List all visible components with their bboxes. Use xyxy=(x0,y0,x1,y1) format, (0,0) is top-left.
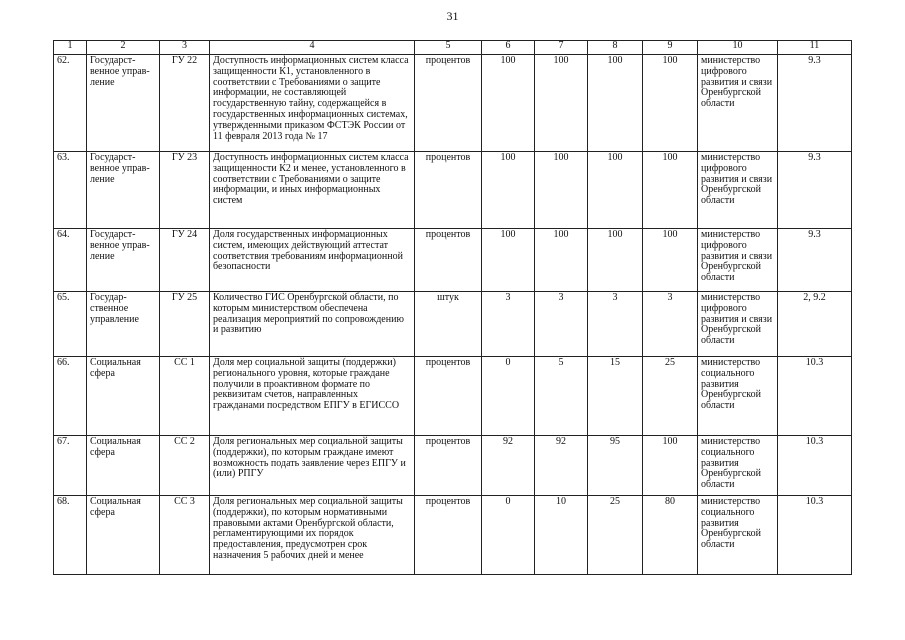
code-cell: СС 2 xyxy=(160,436,210,496)
indicator-cell: Доля региональных мер социальной защиты (поддержки), по которым нормативными правовыми актами Оренбургской области, регламентирующими их порядок предоставления, предусмотрен срок назначения 5 рабочих дней и менее xyxy=(210,496,415,575)
header-cell: 6 xyxy=(482,41,535,55)
row-number-cell: 66. xyxy=(54,357,87,436)
code-cell: СС 1 xyxy=(160,357,210,436)
reference-cell: 9.3 xyxy=(778,152,852,229)
code-cell: ГУ 23 xyxy=(160,152,210,229)
value-2030-cell: 100 xyxy=(643,229,698,292)
value-2022-cell: 100 xyxy=(482,152,535,229)
value-2023-cell: 100 xyxy=(535,55,588,152)
table-row xyxy=(54,436,852,496)
row-number-cell: 63. xyxy=(54,152,87,229)
sphere-cell: Государ- ственное управление xyxy=(87,292,160,357)
header-row xyxy=(54,41,852,55)
header-cell: 7 xyxy=(535,41,588,55)
code-cell: СС 3 xyxy=(160,496,210,575)
ministry-cell: министерство цифрового развития и связи Оренбургской области xyxy=(698,292,778,357)
value-2022-cell: 100 xyxy=(482,55,535,152)
ministry-cell: министерство цифрового развития и связи Оренбургской области xyxy=(698,55,778,152)
indicators-table xyxy=(53,40,852,575)
indicator-cell: Доступность информационных систем класса защищенности К1, установленного в соответствии с Требованиями о защите информации, не составляющей государственную тайну, содержащейся в государственных информационных системах, утвержденными приказом ФСТЭК России от 11 февраля 2013 года № 17 xyxy=(210,55,415,152)
table-row xyxy=(54,229,852,292)
value-2030-cell: 100 xyxy=(643,55,698,152)
header-cell: 8 xyxy=(588,41,643,55)
ministry-cell: министерство цифрового развития и связи Оренбургской области xyxy=(698,152,778,229)
header-cell: 11 xyxy=(778,41,852,55)
table-row xyxy=(54,496,852,575)
sphere-cell: Государст- венное управ- ление xyxy=(87,152,160,229)
ministry-cell: министерство цифрового развития и связи Оренбургской области xyxy=(698,229,778,292)
reference-cell: 9.3 xyxy=(778,55,852,152)
unit-cell: процентов xyxy=(415,436,482,496)
value-2023-cell: 92 xyxy=(535,436,588,496)
value-2024-cell: 15 xyxy=(588,357,643,436)
sphere-cell: Государст- венное управ- ление xyxy=(87,55,160,152)
value-2030-cell: 25 xyxy=(643,357,698,436)
reference-cell: 9.3 xyxy=(778,229,852,292)
value-2024-cell: 3 xyxy=(588,292,643,357)
ministry-cell: министерство социального развития Оренбургской области xyxy=(698,496,778,575)
row-number-cell: 64. xyxy=(54,229,87,292)
value-2022-cell: 100 xyxy=(482,229,535,292)
indicator-cell: Доля мер социальной защиты (поддержки) регионального уровня, которые граждане получили в проактивном формате по реквизитам счетов, направленных гражданами посредством ЕПГУ в ЕГИССО xyxy=(210,357,415,436)
value-2030-cell: 80 xyxy=(643,496,698,575)
value-2030-cell: 3 xyxy=(643,292,698,357)
value-2023-cell: 100 xyxy=(535,152,588,229)
row-number-cell: 67. xyxy=(54,436,87,496)
header-cell: 9 xyxy=(643,41,698,55)
row-number-cell: 68. xyxy=(54,496,87,575)
ministry-cell: министерство социального развития Оренбургской области xyxy=(698,436,778,496)
indicator-cell: Доля государственных информационных систем, имеющих действующий аттестат соответствия требованиям информационной безопасности xyxy=(210,229,415,292)
reference-cell: 2, 9.2 xyxy=(778,292,852,357)
unit-cell: процентов xyxy=(415,152,482,229)
unit-cell: процентов xyxy=(415,55,482,152)
unit-cell: процентов xyxy=(415,229,482,292)
table-row xyxy=(54,292,852,357)
value-2030-cell: 100 xyxy=(643,436,698,496)
value-2022-cell: 0 xyxy=(482,357,535,436)
value-2022-cell: 3 xyxy=(482,292,535,357)
indicator-cell: Количество ГИС Оренбургской области, по которым министерством обеспечена реализация мероприятий по сопровождению и развитию xyxy=(210,292,415,357)
value-2024-cell: 25 xyxy=(588,496,643,575)
header-cell: 3 xyxy=(160,41,210,55)
unit-cell: процентов xyxy=(415,357,482,436)
sphere-cell: Социальная сфера xyxy=(87,436,160,496)
value-2024-cell: 100 xyxy=(588,229,643,292)
value-2024-cell: 100 xyxy=(588,55,643,152)
value-2022-cell: 0 xyxy=(482,496,535,575)
code-cell: ГУ 24 xyxy=(160,229,210,292)
indicator-cell: Доступность информационных систем класса защищенности К2 и менее, установленного в соответствии с Требованиями о защите информации, и иных информационных систем xyxy=(210,152,415,229)
indicator-cell: Доля региональных мер социальной защиты (поддержки), по которым граждане имеют возможность подать заявление через ЕПГУ и (или) РПГУ xyxy=(210,436,415,496)
value-2023-cell: 3 xyxy=(535,292,588,357)
page-number: 31 xyxy=(446,9,459,23)
ministry-cell: министерство социального развития Оренбургской области xyxy=(698,357,778,436)
reference-cell: 10.3 xyxy=(778,357,852,436)
table-row xyxy=(54,55,852,152)
sphere-cell: Социальная сфера xyxy=(87,496,160,575)
code-cell: ГУ 25 xyxy=(160,292,210,357)
unit-cell: штук xyxy=(415,292,482,357)
value-2023-cell: 5 xyxy=(535,357,588,436)
table-row xyxy=(54,152,852,229)
value-2024-cell: 100 xyxy=(588,152,643,229)
code-cell: ГУ 22 xyxy=(160,55,210,152)
unit-cell: процентов xyxy=(415,496,482,575)
sphere-cell: Государст- венное управ- ление xyxy=(87,229,160,292)
table-row xyxy=(54,357,852,436)
sphere-cell: Социальная сфера xyxy=(87,357,160,436)
header-cell: 2 xyxy=(87,41,160,55)
header-cell: 10 xyxy=(698,41,778,55)
value-2022-cell: 92 xyxy=(482,436,535,496)
header-cell: 5 xyxy=(415,41,482,55)
reference-cell: 10.3 xyxy=(778,496,852,575)
row-number-cell: 62. xyxy=(54,55,87,152)
value-2030-cell: 100 xyxy=(643,152,698,229)
row-number-cell: 65. xyxy=(54,292,87,357)
header-cell: 1 xyxy=(54,41,87,55)
value-2024-cell: 95 xyxy=(588,436,643,496)
value-2023-cell: 100 xyxy=(535,229,588,292)
reference-cell: 10.3 xyxy=(778,436,852,496)
header-cell: 4 xyxy=(210,41,415,55)
value-2023-cell: 10 xyxy=(535,496,588,575)
